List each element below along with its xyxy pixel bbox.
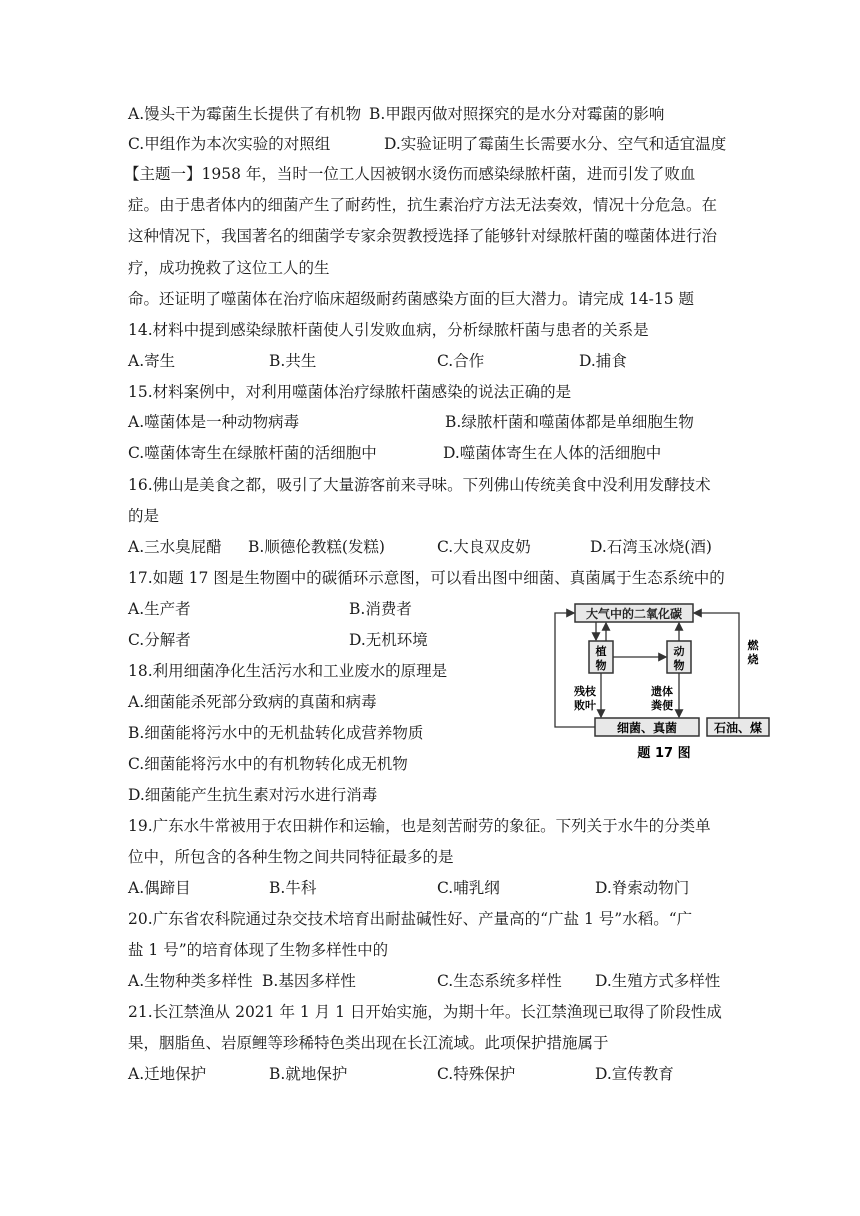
waste-label: 粪便 <box>651 699 673 712</box>
animal-label: 动 <box>673 645 685 658</box>
option-b: B.就地保护 <box>269 1065 348 1083</box>
diagram-caption: 题 17 图 <box>637 746 691 761</box>
option-a: A.细菌能杀死部分致病的真菌和病毒 <box>128 693 377 711</box>
option-d: D.实验证明了霉菌生长需要水分、空气和适宜温度 <box>384 135 727 153</box>
option-c: C.分解者 <box>128 631 191 649</box>
atmosphere-label: 大气中的二氧化碳 <box>585 607 683 621</box>
carbon-cycle-diagram <box>549 599 773 765</box>
option-a: A.迁地保护 <box>128 1065 207 1083</box>
option-d: D.宣传教育 <box>595 1065 674 1083</box>
decomposer-label: 细菌、真菌 <box>616 721 678 735</box>
option-a: A.噬菌体是一种动物病毒 <box>128 413 300 431</box>
waste-label: 遗体 <box>651 685 673 698</box>
option-d: D.无机环境 <box>349 631 428 649</box>
option-d: D.生殖方式多样性 <box>595 972 721 990</box>
option-b: B.消费者 <box>349 600 412 618</box>
question-stem: 盐 1 号”的培育体现了生物多样性中的 <box>128 941 389 959</box>
option-a: A.三水臭屁醋 <box>128 538 222 556</box>
animal-label: 物 <box>673 659 685 672</box>
option-b: B.绿脓杆菌和噬菌体都是单细胞生物 <box>445 413 694 431</box>
option-a: A.偶蹄目 <box>128 879 191 897</box>
option-c: C.生态系统多样性 <box>437 972 562 990</box>
option-c: C.甲组作为本次实验的对照组 <box>128 135 331 153</box>
theme-passage-line: 症。由于患者体内的细菌产生了耐药性，抗生素治疗方法无法奏效，情况十分危急。在 <box>128 196 718 214</box>
question-stem: 20.广东省农科院通过杂交技术培育出耐盐碱性好、产量高的“广盐 1 号”水稻。“广 <box>128 910 693 928</box>
option-c: C.合作 <box>437 352 485 370</box>
option-d: D.噬菌体寄生在人体的活细胞中 <box>443 444 662 462</box>
question-stem: 19.广东水牛常被用于农田耕作和运输，也是刻苦耐劳的象征。下列关于水牛的分类单 <box>128 817 711 835</box>
option-b: B.甲跟丙做对照探究的是水分对霉菌的影响 <box>369 105 665 123</box>
question-stem: 21.长江禁渔从 2021 年 1 月 1 日开始实施，为期十年。长江禁渔现已取得了阶段性成 <box>128 1003 722 1021</box>
question-stem: 位中，所包含的各种生物之间共同特征最多的是 <box>128 848 454 866</box>
plant-label: 物 <box>595 659 607 672</box>
question-stem: 18.利用细菌净化生活污水和工业废水的原理是 <box>128 662 448 680</box>
option-c: C.大良双皮奶 <box>437 538 531 556</box>
option-c: C.噬菌体寄生在绿脓杆菌的活细胞中 <box>128 444 377 462</box>
option-c: C.哺乳纲 <box>437 879 500 897</box>
option-d: D.脊索动物门 <box>595 879 690 897</box>
burning-label: 烧 <box>747 653 759 666</box>
fossil-label: 石油、煤 <box>713 721 763 735</box>
theme-passage-line: 疗，成功挽救了这位工人的生 <box>128 259 330 277</box>
burning-label: 燃 <box>747 639 759 652</box>
option-b: B.共生 <box>269 352 317 370</box>
question-stem: 的是 <box>128 507 160 525</box>
option-a: A.生物种类多样性 <box>128 972 253 990</box>
option-a: A.生产者 <box>128 600 191 618</box>
option-a: A.馒头干为霉菌生长提供了有机物 <box>128 105 362 123</box>
question-stem: 16.佛山是美食之都，吸引了大量游客前来寻味。下列佛山传统美食中没利用发酵技术 <box>128 476 711 494</box>
option-a: A.寄生 <box>128 352 176 370</box>
theme-passage-line: 【主题一】1958 年，当时一位工人因被钢水烫伤而感染绿脓杆菌，进而引发了败血 <box>124 165 696 183</box>
question-stem: 果，胭脂鱼、岩原鲤等珍稀特色类出现在长江流域。此项保护措施属于 <box>128 1034 609 1052</box>
question-stem: 17.如题 17 图是生物圈中的碳循环示意图，可以看出图中细菌、真菌属于生态系统中的 <box>128 569 725 587</box>
option-d: D.石湾玉冰烧(酒) <box>590 538 712 556</box>
question-stem: 14.材料中提到感染绿脓杆菌使人引发败血病，分析绿脓杆菌与患者的关系是 <box>128 321 649 339</box>
option-c: C.细菌能将污水中的有机物转化成无机物 <box>128 755 408 773</box>
option-b: B.牛科 <box>269 879 317 897</box>
plant-label: 植 <box>595 645 607 658</box>
theme-passage-line: 这种情况下，我国著名的细菌学专家余贺教授选择了能够针对绿脓杆菌的噬菌体进行治 <box>128 227 718 245</box>
option-c: C.特殊保护 <box>437 1065 516 1083</box>
theme-passage-line: 命。还证明了噬菌体在治疗临床超级耐药菌感染方面的巨大潜力。请完成 14-15 题 <box>128 290 695 308</box>
option-b: B.细菌能将污水中的无机盐转化成营养物质 <box>128 724 424 742</box>
option-b: B.顺德伦教糕(发糕) <box>248 538 385 556</box>
option-b: B.基因多样性 <box>262 972 356 990</box>
option-d: D.细菌能产生抗生素对污水进行消毒 <box>128 786 378 804</box>
option-d: D.捕食 <box>579 352 627 370</box>
litter-label: 败叶 <box>574 699 596 712</box>
question-stem: 15.材料案例中，对利用噬菌体治疗绿脓杆菌感染的说法正确的是 <box>128 383 572 401</box>
litter-label: 残枝 <box>574 685 596 698</box>
